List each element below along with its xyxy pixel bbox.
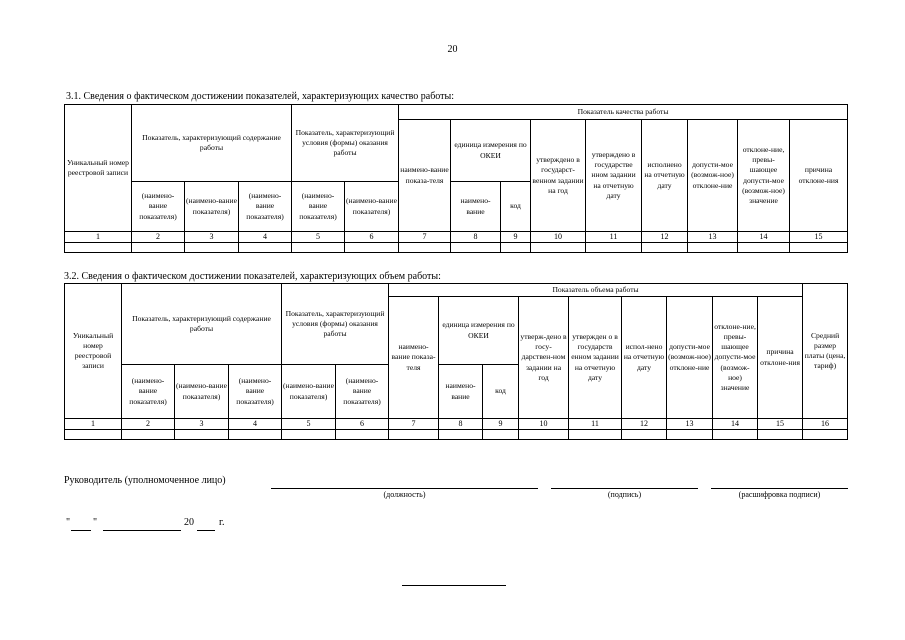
sub-indicator-name: (наимено-вание показателя) [175,365,229,419]
column-number: 1 [65,232,132,243]
column-number: 15 [758,419,803,430]
conditions-indicator-header: Показатель, характеризующий условия (формы) оказания работы [282,284,389,365]
column-number: 9 [483,419,519,430]
column-number: 8 [439,419,483,430]
deviation-reason-header: причина отклоне-ния [758,297,803,419]
column-numbers-row [65,419,848,430]
average-fee-header: Средний размер платы (цена, тариф) [803,284,848,419]
unit-name-header: наимено-вание [451,182,501,232]
conditions-indicator-header: Показатель, характеризующий условия (формы) оказания работы [292,105,399,182]
year-suffix: г. [219,517,225,528]
section-3-2-title: 3.2. Сведения о фактическом достижении показателей, характеризующих объем работы: [64,271,441,282]
position-caption: (должность) [383,490,426,499]
quality-indicator-header: Показатель качества работы [399,105,848,120]
approved-year-header: утверждено в государст-венном задании на год [531,120,586,232]
column-number: 6 [336,419,389,430]
column-number: 8 [451,232,501,243]
year-prefix: 20 [184,517,194,528]
column-number: 11 [586,232,642,243]
deviation-reason-header: причина отклоне-ния [790,120,848,232]
sub-indicator-name: (наимено-вание показателя) [229,365,282,419]
sub-indicator-name: (наимено-вание показателя) [282,365,336,419]
unit-header: единица измерения по ОКЕИ [451,120,531,182]
exceeding-deviation-header: отклоне-ние, превы-шающее допусти-мое (возмож-ное) значение [738,120,790,232]
approved-year-header: утверж-дено в госу-дарствен-ном задании на год [519,297,569,419]
sub-indicator-name: (наимено-вание показателя) [336,365,389,419]
year-line[interactable] [197,530,215,531]
column-number: 2 [132,232,185,243]
column-number: 4 [239,232,292,243]
done-header: исполнено на отчетную дату [642,120,688,232]
approved-date-header: утвержден о в государств енном задании на отчетную дату [569,297,622,419]
signature-caption: (подпись) [607,490,642,499]
section-3-1-title: 3.1. Сведения о фактическом достижении показателей, характеризующих качество работы: [66,91,455,102]
sub-indicator-name: (наимено-вание показателя) [292,182,345,232]
sub-indicator-name: (наимено-вание показателя) [345,182,399,232]
empty-data-row [65,243,848,253]
column-number: 14 [713,419,758,430]
sub-indicator-name: (наимено-вание показателя) [239,182,292,232]
sub-indicator-name: (наимено-вание показателя) [122,365,175,419]
column-number: 1 [65,419,122,430]
column-number: 15 [790,232,848,243]
column-numbers-row [65,232,848,243]
column-number: 6 [345,232,399,243]
column-number: 12 [622,419,667,430]
column-number: 12 [642,232,688,243]
approved-date-header: утверждено в государстве нном задании на отчетную дату [586,120,642,232]
decoding-caption: (расшифровка подписи) [738,490,821,499]
column-number: 13 [667,419,713,430]
column-number: 2 [122,419,175,430]
quality-table [64,104,848,253]
unit-header: единица измерения по ОКЕИ [439,297,519,365]
decoding-line[interactable] [711,488,848,489]
unique-number-header: Уникальный номер реестровой записи [65,284,122,419]
column-number: 5 [292,232,345,243]
sub-indicator-name: (наимено-вание показателя) [185,182,239,232]
column-number: 13 [688,232,738,243]
position-line[interactable] [271,488,538,489]
column-number: 9 [501,232,531,243]
date-quote-close: " [93,517,98,528]
empty-data-row [65,430,848,440]
page-number: 20 [447,44,458,55]
column-number: 3 [185,232,239,243]
column-number: 10 [531,232,586,243]
day-line[interactable] [71,530,91,531]
column-number: 14 [738,232,790,243]
head-label: Руководитель (уполномоченное лицо) [64,475,226,486]
footnote-separator [402,585,506,586]
column-number: 16 [803,419,848,430]
column-number: 3 [175,419,229,430]
month-line[interactable] [103,530,181,531]
column-number: 11 [569,419,622,430]
done-header: испол-нено на отчетную дату [622,297,667,419]
volume-indicator-header: Показатель объема работы [389,284,803,297]
column-number: 4 [229,419,282,430]
exceeding-deviation-header: отклоне-ние, превы-шающее допусти-мое (возмож-ное) значение [713,297,758,419]
column-number: 7 [399,232,451,243]
content-indicator-header: Показатель, характеризующий содержание работы [132,105,292,182]
content-indicator-header: Показатель, характеризующий содержание работы [122,284,282,365]
unit-code-header: код [483,365,519,419]
column-number: 10 [519,419,569,430]
signature-line[interactable] [551,488,698,489]
indicator-name-header: наимено-вание показа-теля [389,297,439,419]
unit-code-header: код [501,182,531,232]
date-quote-open: " [66,517,71,528]
column-number: 5 [282,419,336,430]
allowed-deviation-header: допусти-мое (возмож-ное) отклоне-ние [667,297,713,419]
unique-number-header: Уникальный номер реестровой записи [65,105,132,232]
indicator-name-header: наимено-вание показа-теля [399,120,451,232]
unit-name-header: наимено-вание [439,365,483,419]
column-number: 7 [389,419,439,430]
volume-table [64,283,848,440]
allowed-deviation-header: допусти-мое (возмож-ное) отклоне-ние [688,120,738,232]
sub-indicator-name: (наимено-вание показателя) [132,182,185,232]
